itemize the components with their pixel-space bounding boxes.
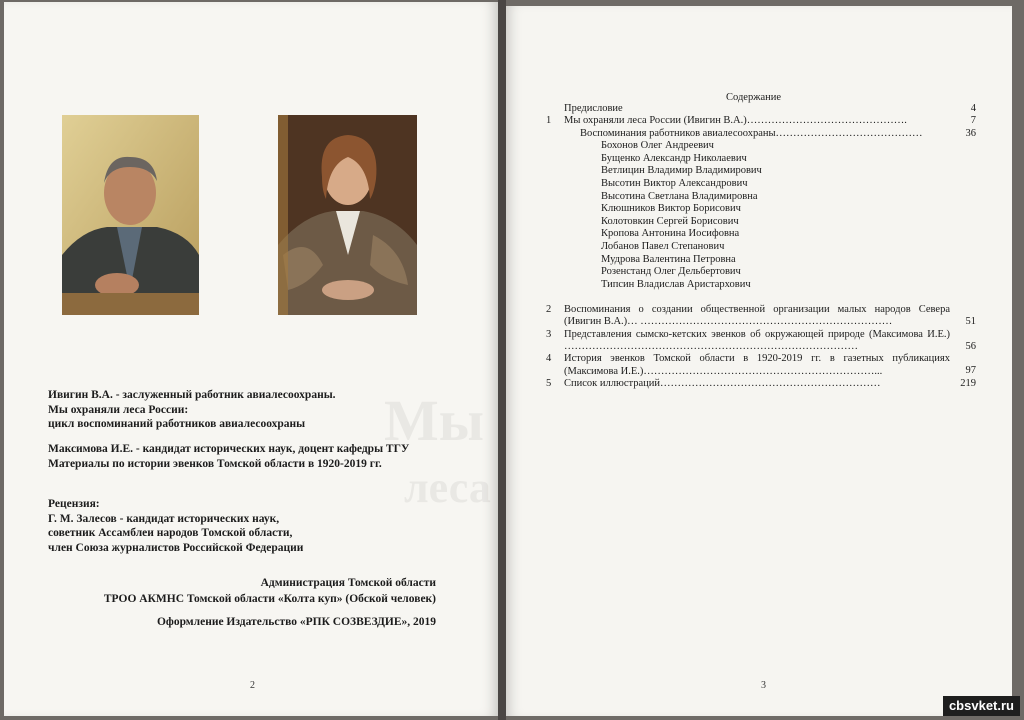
toc-entry-text: Мы охраняли леса России (Ивигин В.А.)………………………………………. [564,115,907,127]
toc-entry-text: Представления сымско-кетских эвенков об окружающей природе (Максимова И.Е.) ………………………………………………………………………… [564,328,950,353]
review-heading: Рецензия: [48,498,100,510]
author2-block [48,442,409,471]
author1-block [48,388,336,432]
toc-entry[interactable] [546,128,976,140]
admin-line: Администрация Томской области [260,577,436,589]
book1-subtitle-line: цикл воспоминаний работников авиалесоохраны [48,418,306,430]
toc-person: Бущенко Александр Николаевич [601,152,747,164]
publisher-block [104,575,436,607]
book1-title-line: Мы охраняли леса России: [48,403,189,416]
toc-entry[interactable] [546,378,976,390]
toc-entry-page: 36 [965,127,976,139]
toc-entry-text: Воспоминания работников авиалесоохраны…………………………………… [580,127,923,139]
design-line: Оформление Издательство «РПК СОЗВЕЗДИЕ», 2019 [156,616,436,628]
watermark: Мы [384,388,485,453]
table-of-contents [546,103,976,391]
toc-entry-number: 1 [546,115,552,127]
toc-entry-page: 7 [970,115,976,127]
toc-person: Ветлицин Владимир Владимирович [601,165,762,177]
reviewer-line: член Союза журналистов Российской Федерации [48,541,304,554]
toc-person [546,291,976,304]
toc-person: Клюшников Виктор Борисович [601,203,741,215]
toc-entry-page: 4 [970,103,976,114]
toc-entry-page: 219 [960,378,976,390]
photo-ivigin [62,115,199,315]
toc-title: Содержание [726,92,782,103]
toc-entry-text: Список иллюстраций……………………………………………………… [564,378,881,390]
toc-entry-number: 4 [546,353,552,365]
author2-line: Максимова И.Е. - кандидат исторических наук, доцент кафедры ТГУ [48,443,410,455]
toc-person: Бохонов Олег Андреевич [601,140,714,152]
toc-entry-page: 97 [965,365,976,377]
toc-person: Мудрова Валентина Петровна [601,253,736,265]
book-gutter [498,0,506,720]
toc-person: Розенстанд Олег Дельбертович [601,266,741,278]
page-number-left: 2 [250,680,255,691]
toc-entry[interactable] [546,304,976,329]
toc-person: Колотовкин Сергей Борисович [601,215,739,227]
toc-entry[interactable] [546,353,976,378]
author1-line: Ивигин В.А. - заслуженный работник авиалесоохраны. [48,389,336,401]
toc-entry-number: 2 [546,303,552,315]
left-page [4,2,498,716]
toc-entry-page: 51 [965,315,976,327]
toc-person: Высотин Виктор Александрович [601,177,748,189]
review-block [48,497,303,555]
toc-entry-text: История эвенков Томской области в 1920-2019 гг. в газетных публикациях (Максимова И.Е.)…………………………………………………………... [564,353,950,377]
toc-entry-text: Предисловие [564,103,623,114]
toc-entry-number: 3 [546,328,552,340]
right-page [506,6,1012,716]
photo-maksimova [278,115,417,315]
toc-entry-number: 5 [546,378,552,390]
reviewer-line: Г. М. Залесов - кандидат исторических наук, [48,512,280,525]
toc-person: Типсин Владислав Аристархович [601,278,751,290]
toc-person: Кропова Антонина Иосифовна [601,228,740,240]
toc-person: Высотина Светлана Владимировна [601,190,758,202]
toc-entry[interactable] [546,115,976,127]
page-number-right: 3 [761,680,766,691]
reviewer-line: советник Ассамблеи народов Томской области, [48,527,293,539]
toc-entry[interactable] [546,103,976,115]
toc-entry-text: Воспоминания о создании общественной организации малых народов Севера (Ивигин В.А.)… ……………………………………………………………… [564,303,950,328]
site-watermark-label: cbsvket.ru [943,696,1020,716]
toc-entry[interactable] [546,329,976,354]
watermark: леса [404,463,491,512]
book2-title-line: Материалы по истории эвенков Томской области в 1920-2019 гг. [48,457,382,470]
toc-entry-page: 56 [965,340,976,352]
org-line: ТРОО АКМНС Томской области «Колта куп» (Обской человек) [103,593,436,605]
toc-person: Лобанов Павел Степанович [601,240,725,252]
